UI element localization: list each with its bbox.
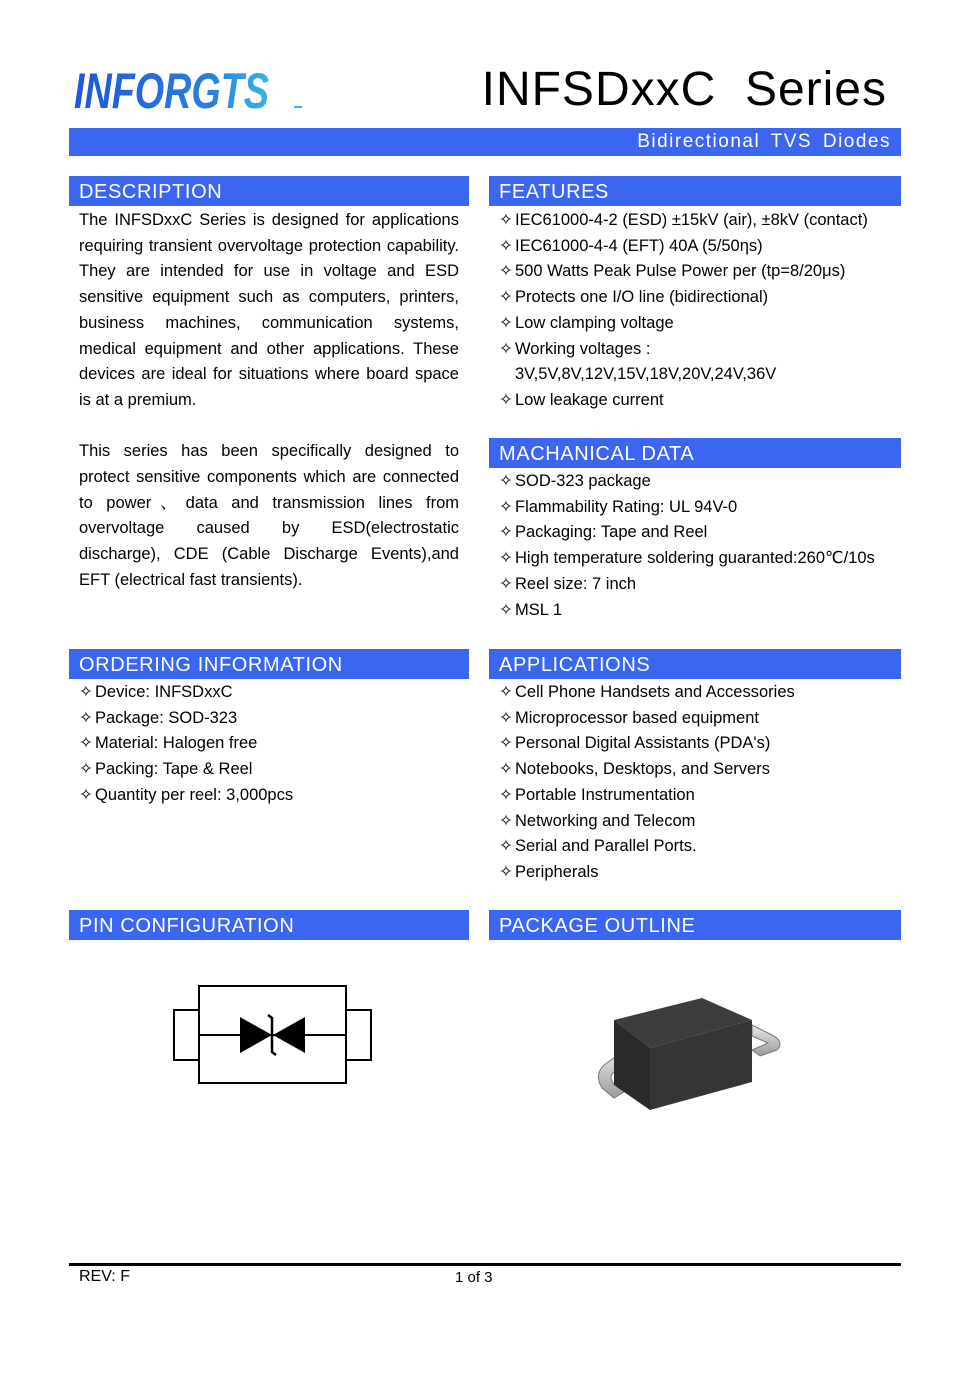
list-item: ✧ Cell Phone Handsets and Accessories: [499, 680, 891, 706]
star-bullet-icon: ✧: [499, 837, 513, 856]
list-item: ✧ IEC61000-4-4 (EFT) 40A (5/50ηs): [499, 234, 891, 260]
star-bullet-icon: ✧: [499, 339, 513, 358]
page-number: 1 of 3: [455, 1269, 493, 1286]
list-item: ✧ Personal Digital Assistants (PDA's): [499, 731, 891, 757]
list-item: ✧ SOD-323 package: [499, 469, 891, 495]
list-item: ✧ Package: SOD-323: [79, 706, 459, 732]
star-bullet-icon: ✧: [499, 811, 513, 830]
ordering-information-section: [69, 649, 469, 809]
list-item: ✧ Networking and Telecom: [499, 809, 891, 835]
list-item: ✧ Working voltages :: [499, 337, 891, 363]
star-bullet-icon: ✧: [499, 785, 513, 804]
package-outline-section: [489, 910, 901, 940]
star-bullet-icon: ✧: [499, 708, 513, 727]
list-item: ✧ Low clamping voltage: [499, 311, 891, 337]
list-item: ✧ Protects one I/O line (bidirectional): [499, 285, 891, 311]
star-bullet-icon: ✧: [79, 708, 93, 727]
pin-configuration-section: [69, 910, 469, 940]
ordering-information-list: [79, 680, 459, 809]
footer-rule: [69, 1263, 901, 1266]
list-item: ✧ Microprocessor based equipment: [499, 706, 891, 732]
star-bullet-icon: ✧: [499, 288, 513, 307]
features-section: [489, 176, 901, 414]
list-item: ✧ Quantity per reel: 3,000pcs: [79, 783, 459, 809]
mechanical-data-list: [499, 469, 891, 623]
star-bullet-icon: ✧: [499, 574, 513, 593]
star-bullet-icon: ✧: [79, 734, 93, 753]
logo-text: INFORGTS: [74, 66, 269, 116]
applications-heading: APPLICATIONS: [489, 649, 901, 679]
mechanical-data-heading: MACHANICAL DATA: [489, 438, 901, 468]
package-outline-heading: PACKAGE OUTLINE: [489, 910, 901, 940]
description-paragraph-1: The INFSDxxC Series is designed for applications requiring transient overvoltage protection capability. They are intended for use in voltage and ESD sensitive equipment such as computers, printers, business machines, communication systems, medical equipment and other applications. These devices are ideal for situations where board space is at a premium.: [79, 211, 459, 409]
list-item: ✧ High temperature soldering guaranted:260℃/10s: [499, 546, 891, 572]
star-bullet-icon: ✧: [79, 785, 93, 804]
description-paragraph-2: This series has been specifically designed to protect sensitive components which are connected to power、data and transmission lines from overvoltage caused by ESD(electrostatic discharge), CDE (Cable Discharge Events),and EFT (electrical fast transients).: [79, 442, 459, 589]
working-voltages-values: 3V,5V,8V,12V,15V,18V,20V,24V,36V: [515, 365, 777, 384]
star-bullet-icon: ✧: [499, 390, 513, 409]
star-bullet-icon: ✧: [499, 236, 513, 255]
mechanical-data-section: [489, 438, 901, 623]
list-item: ✧ IEC61000-4-2 (ESD) ±15kV (air), ±8kV (contact): [499, 208, 891, 234]
ordering-information-heading: ORDERING INFORMATION: [69, 649, 469, 679]
star-bullet-icon: ✧: [499, 862, 513, 881]
description-section: [69, 176, 469, 594]
list-item: ✧ Device: INFSDxxC: [79, 680, 459, 706]
list-item: ✧ Packing: Tape & Reel: [79, 757, 459, 783]
list-item: ✧ Packaging: Tape and Reel: [499, 520, 891, 546]
list-item: ✧ Material: Halogen free: [79, 731, 459, 757]
list-item: ✧ Portable Instrumentation: [499, 783, 891, 809]
pin-configuration-heading: PIN CONFIGURATION: [69, 910, 469, 940]
sod-323-package-icon: [592, 980, 792, 1120]
list-item: ✧ Low leakage current: [499, 388, 891, 414]
features-heading: FEATURES: [489, 176, 901, 206]
star-bullet-icon: ✧: [499, 683, 513, 701]
list-item: ✧ Flammability Rating: UL 94V-0: [499, 495, 891, 521]
list-item: ✧ Peripherals: [499, 860, 891, 886]
star-bullet-icon: ✧: [79, 760, 93, 779]
inforgts-logo: [74, 66, 314, 116]
description-heading: DESCRIPTION: [69, 176, 469, 206]
star-bullet-icon: ✧: [499, 262, 513, 281]
list-item: ✧ Serial and Parallel Ports.: [499, 834, 891, 860]
list-item: ✧ 500 Watts Peak Pulse Power per (tp=8/20μs): [499, 259, 891, 285]
star-bullet-icon: ✧: [499, 600, 513, 619]
bidirectional-tvs-diode-symbol-icon: [172, 985, 374, 1087]
document-title: INFSDxxC Series: [481, 63, 887, 116]
star-bullet-icon: ✧: [499, 472, 513, 490]
star-bullet-icon: ✧: [499, 734, 513, 753]
features-list: [499, 208, 891, 414]
applications-list: [499, 680, 891, 886]
star-bullet-icon: ✧: [79, 683, 93, 701]
subtitle-bar: [69, 128, 901, 156]
list-item: ✧ Reel size: 7 inch: [499, 572, 891, 598]
revision-label: REV: F: [79, 1268, 130, 1285]
star-bullet-icon: ✧: [499, 523, 513, 542]
applications-section: [489, 649, 901, 886]
star-bullet-icon: ✧: [499, 497, 513, 516]
list-item: ✧ Notebooks, Desktops, and Servers: [499, 757, 891, 783]
star-bullet-icon: ✧: [499, 549, 513, 568]
star-bullet-icon: ✧: [499, 313, 513, 332]
list-item: ✧ MSL 1: [499, 598, 891, 624]
star-bullet-icon: ✧: [499, 760, 513, 779]
star-bullet-icon: ✧: [499, 211, 513, 229]
document-subtitle: Bidirectional TVS Diodes: [637, 131, 891, 152]
